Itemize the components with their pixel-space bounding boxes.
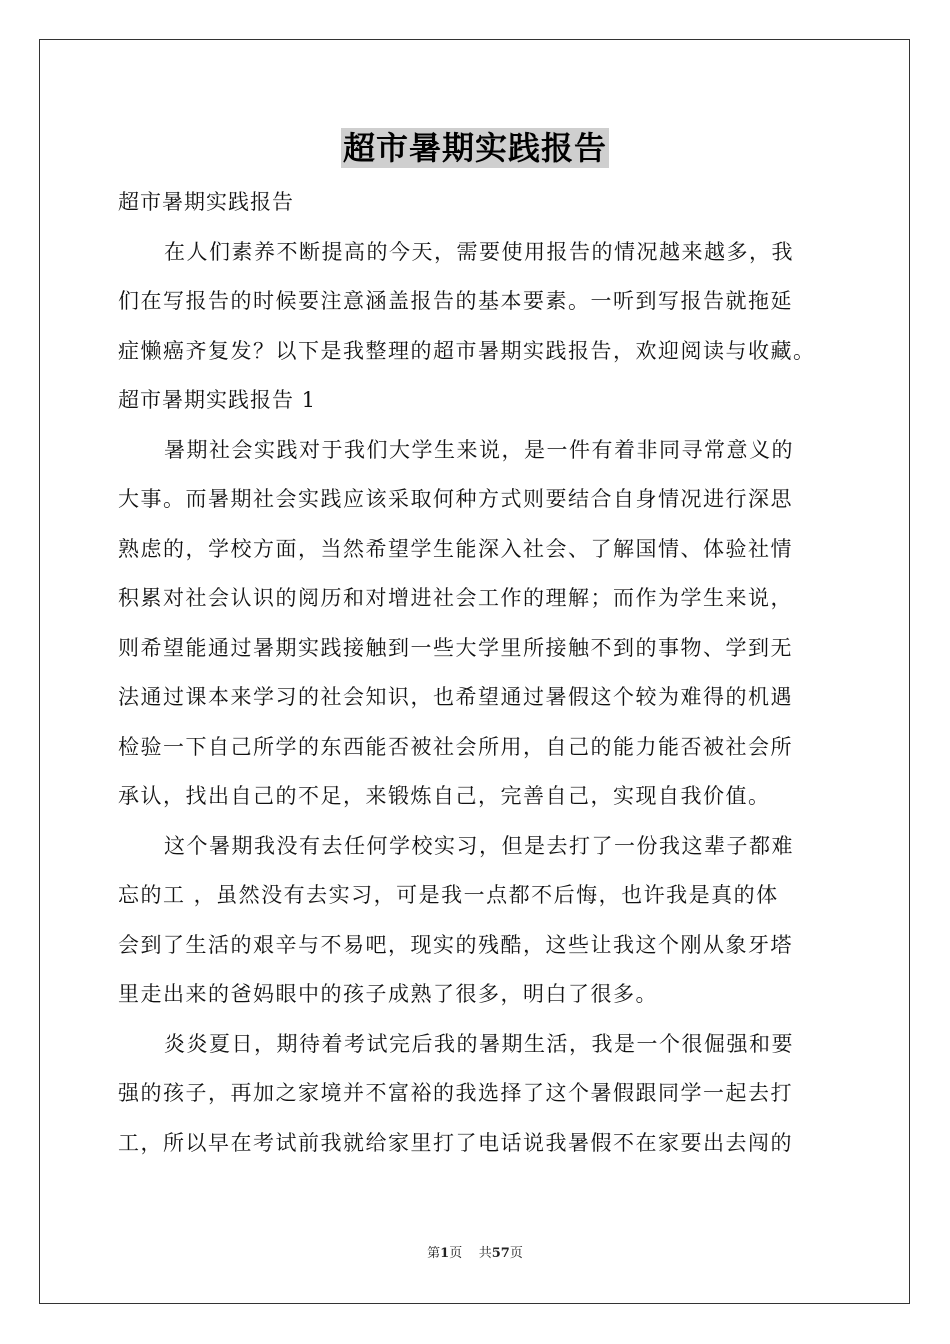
total-prefix: 共 bbox=[478, 1246, 492, 1261]
total-suffix: 页 bbox=[509, 1246, 523, 1261]
paragraph-3 bbox=[118, 1020, 838, 1169]
paragraph-line: 法通过课本来学习的社会知识，也希望通过暑假这个较为难得的机遇 bbox=[118, 685, 793, 709]
paragraph-line: 炎炎夏日，期待着考试完后我的暑期生活，我是一个很倔强和要 bbox=[164, 1031, 794, 1056]
paragraph-line: 在人们素养不断提高的今天，需要使用报告的情况越来越多，我 bbox=[164, 239, 794, 264]
intro-paragraph bbox=[118, 228, 838, 377]
page-footer bbox=[0, 1245, 950, 1263]
paragraph-line: 承认，找出自己的不足，来锻炼自己，完善自己，实现自我价值。 bbox=[118, 784, 771, 808]
document-title: 超市暑期实践报告 bbox=[342, 129, 607, 167]
paragraph-line: 忘的工 ，虽然没有去实习，可是我一点都不后悔，也许我是真的体 bbox=[118, 883, 779, 907]
paragraph-line: 积累对社会认识的阅历和对增进社会工作的理解；而作为学生来说， bbox=[118, 586, 793, 610]
title-container bbox=[0, 128, 950, 168]
document-subtitle: 超市暑期实践报告 bbox=[118, 190, 294, 214]
paragraph-2 bbox=[118, 822, 838, 1020]
paragraph-line: 工，所以早在考试前我就给家里打了电话说我暑假不在家要出去闯的 bbox=[118, 1130, 793, 1155]
section-heading: 超市暑期实践报告 1 bbox=[118, 388, 317, 412]
paragraph-line: 里走出来的爸妈眼中的孩子成熟了很多，明白了很多。 bbox=[118, 982, 658, 1006]
paragraph-line: 们在写报告的时候要注意涵盖报告的基本要素。一听到写报告就拖延 bbox=[118, 289, 793, 313]
total-pages: 57 bbox=[491, 1246, 510, 1261]
paragraph-1 bbox=[118, 426, 838, 822]
page-number: 1 bbox=[440, 1246, 450, 1261]
paragraph-line: 熟虑的，学校方面，当然希望学生能深入社会、了解国情、体验社情 bbox=[118, 536, 793, 561]
paragraph-line: 强的孩子，再加之家境并不富裕的我选择了这个暑假跟同学一起去打 bbox=[118, 1081, 793, 1105]
page-prefix: 第 bbox=[427, 1246, 441, 1261]
paragraph-line: 则希望能通过暑期实践接触到一些大学里所接触不到的事物、学到无 bbox=[118, 635, 793, 660]
paragraph-line: 会到了生活的艰辛与不易吧，现实的残酷，这些让我这个刚从象牙塔 bbox=[118, 932, 793, 957]
paragraph-line: 这个暑期我没有去任何学校实习，但是去打了一份我这辈子都难 bbox=[164, 833, 794, 858]
paragraph-line: 大事。而暑期社会实践应该采取何种方式则要结合自身情况进行深思 bbox=[118, 487, 793, 511]
paragraph-line: 症懒癌齐复发？以下是我整理的超市暑期实践报告，欢迎阅读与收藏。 bbox=[118, 338, 816, 363]
page-suffix: 页 bbox=[449, 1246, 463, 1261]
paragraph-line: 暑期社会实践对于我们大学生来说，是一件有着非同寻常意义的 bbox=[164, 437, 794, 462]
paragraph-line: 检验一下自己所学的东西能否被社会所用，自己的能力能否被社会所 bbox=[118, 734, 793, 759]
document-body bbox=[118, 178, 838, 1168]
